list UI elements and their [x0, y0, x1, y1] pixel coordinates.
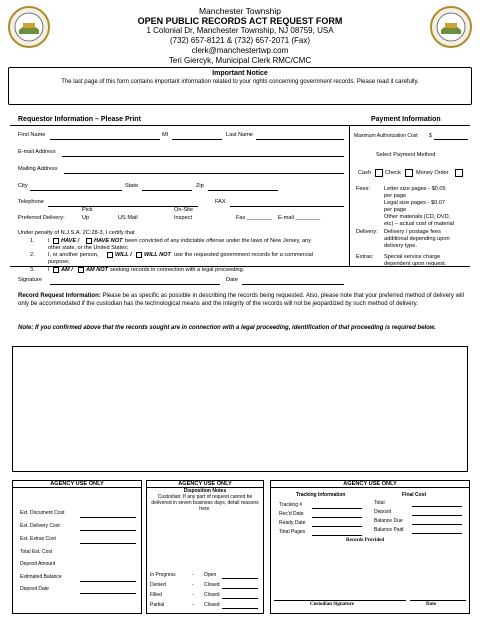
- money-order-checkbox[interactable]: [455, 169, 463, 177]
- status-dash: -: [192, 592, 194, 598]
- status-filled[interactable]: Filled: [150, 592, 162, 598]
- money-order-label: Money Order: [416, 170, 449, 176]
- date-label: Date: [226, 277, 238, 283]
- email-option[interactable]: E-mail ________: [278, 215, 321, 221]
- custodian-signature-label: Custodian Signature: [310, 602, 354, 607]
- max-auth-label: Maximum Authorization Cost: [354, 133, 418, 139]
- balance-due-label: Balance Due: [374, 518, 403, 524]
- status-dash: -: [192, 582, 194, 588]
- payment-heading: Payment Information: [371, 116, 441, 123]
- deposit-date-field[interactable]: [80, 593, 136, 594]
- us-mail-option[interactable]: US Mail: [118, 215, 138, 221]
- total-field[interactable]: [412, 506, 462, 507]
- status-dash: -: [192, 602, 194, 608]
- est-delivery-cost-field[interactable]: [80, 530, 136, 531]
- state-label: State: [125, 183, 139, 189]
- tracking-number-label: Tracking #: [279, 502, 303, 508]
- last-name-label: Last Name: [226, 132, 254, 138]
- record-request-info: [18, 292, 464, 308]
- clerk-name: Teri Giercyk, Municipal Clerk RMC/CMC: [168, 56, 312, 65]
- status-closed[interactable]: Closed: [204, 582, 220, 588]
- seal-icon: [430, 6, 472, 48]
- status-open[interactable]: Open: [204, 572, 217, 578]
- form-title: OPEN PUBLIC RECORDS ACT REQUEST FORM: [137, 16, 343, 26]
- final-cost-title: Final Cost: [402, 492, 427, 498]
- will-not-checkbox[interactable]: [136, 252, 142, 258]
- fees-label: Fees:: [356, 186, 370, 192]
- pick-label: Pick: [82, 207, 93, 213]
- on-site-label: On-Site: [174, 207, 193, 213]
- preferred-delivery-label: Preferred Delivery:: [18, 215, 65, 221]
- dollar-sign: $: [429, 133, 432, 139]
- custodian-signature-field[interactable]: [274, 600, 406, 601]
- record-request-lead: Record Request Information:: [18, 293, 101, 299]
- balance-due-field[interactable]: [412, 524, 462, 525]
- cert1-text: been convicted of any indictable offense under the laws of New Jersey, any: [125, 238, 312, 244]
- notice-text: The last page of this form contains important information related to your rights concerning government records. Please read it carefully.: [61, 79, 419, 85]
- balance-paid-field[interactable]: [412, 533, 462, 534]
- tracking-number-field[interactable]: [312, 508, 362, 509]
- section-divider: [10, 125, 470, 126]
- penalty-text: Under penalty of N.J.S.A. 2C:28-3, I certify that: [18, 230, 135, 236]
- am-label: AM /: [61, 267, 73, 273]
- delivery-1: Delivery / postage fees: [384, 229, 441, 235]
- tracking-title: Tracking Information: [296, 492, 346, 498]
- delivery-3: delivery type.: [384, 243, 417, 249]
- agency-heading-2: AGENCY USE ONLY: [147, 481, 263, 488]
- township-seal-right: [430, 6, 472, 48]
- city-field[interactable]: [30, 190, 122, 191]
- cert2-num: 2.: [30, 252, 35, 258]
- township-name: Manchester Township: [198, 6, 282, 16]
- status-dash: -: [192, 572, 194, 578]
- ready-date-field[interactable]: [312, 526, 362, 527]
- cert3-text: seeking records in connection with a legal proceeding.: [110, 267, 245, 273]
- cert2-text: use the requested government records for a commercial: [174, 252, 313, 258]
- telephone-label: Telephone: [18, 199, 44, 205]
- am-checkbox[interactable]: [53, 267, 59, 273]
- inspect-option[interactable]: Inspect: [174, 215, 193, 221]
- cert1-text-2: other state, or the United States;: [48, 245, 129, 251]
- extras-2: dependent upon request.: [384, 261, 447, 267]
- fax-label: FAX: [215, 199, 226, 205]
- extras-1: Special service charge: [384, 254, 441, 260]
- status-closed-field[interactable]: [222, 608, 258, 609]
- township-seal-left: [8, 6, 50, 48]
- fee-legal: Legal size pages - $0.07: [384, 200, 445, 206]
- records-request-textarea[interactable]: [12, 346, 468, 472]
- total-pages-label: Total Pages: [279, 529, 306, 535]
- delivery-2: additional depending upon: [384, 236, 450, 242]
- seal-icon: [8, 6, 50, 48]
- important-notice: [8, 67, 472, 105]
- status-closed[interactable]: Closed: [204, 592, 220, 598]
- delivery-label: Delivery:: [356, 229, 378, 235]
- deposit-field[interactable]: [412, 515, 462, 516]
- estimated-balance-label: Estimated Balance: [20, 574, 62, 580]
- first-name-label: First Name: [18, 132, 46, 138]
- deposit-amount-label: Deposit Amount: [20, 561, 56, 567]
- cert1-i: I: [48, 238, 50, 244]
- mi-label: MI: [162, 132, 169, 138]
- agency-heading-1: AGENCY USE ONLY: [13, 481, 141, 488]
- fee-other: Other materials (CD, DVD,: [384, 214, 451, 220]
- fax-field[interactable]: [230, 206, 344, 207]
- cash-label: Cash: [358, 170, 372, 176]
- mailing-field[interactable]: [64, 173, 344, 174]
- deposit-date-label: Deposit Date: [20, 586, 49, 592]
- check-checkbox[interactable]: [405, 169, 413, 177]
- have-checkbox[interactable]: [53, 238, 59, 244]
- cert3-num: 3.: [30, 267, 35, 273]
- email-label: E-mail Address: [18, 149, 56, 155]
- am-not-checkbox[interactable]: [78, 267, 84, 273]
- state-field[interactable]: [142, 190, 192, 191]
- est-document-cost-field[interactable]: [80, 517, 136, 518]
- status-in-progress[interactable]: In Progress: [150, 572, 176, 578]
- signature-field[interactable]: [50, 284, 220, 285]
- status-partial[interactable]: Partial: [150, 602, 165, 608]
- signature-label: Signature: [18, 277, 42, 283]
- have-not-label: HAVE NOT: [94, 238, 123, 244]
- balance-paid-label: Balance Paid: [374, 527, 404, 533]
- status-open-field[interactable]: [222, 578, 258, 579]
- note-text: If you confirmed above that the records sought are in connection with a legal proceeding, identification of that proceeding is required below.: [35, 325, 436, 331]
- records-provided-area[interactable]: [274, 546, 466, 598]
- estimated-balance-field[interactable]: [80, 581, 136, 582]
- address: 1 Colonial Dr, Manchester Township, NJ 08759, USA: [146, 26, 334, 35]
- est-document-cost-label: Est. Document Cost: [20, 510, 65, 516]
- last-name-field[interactable]: [256, 139, 344, 140]
- mi-field[interactable]: [172, 139, 222, 140]
- extras-label: Extras:: [356, 254, 374, 260]
- status-closed[interactable]: Closed: [204, 602, 220, 608]
- status-closed-field[interactable]: [222, 588, 258, 589]
- fee-other-b: etc) – actual cost of material: [384, 221, 454, 227]
- status-closed-field[interactable]: [222, 598, 258, 599]
- custodian-date-field[interactable]: [410, 600, 466, 601]
- record-request-text: Please be as specific as possible in describing the records being requested. Also, please note that your preferred method of delivery will only be accommodated if the custodian has the technological means and the integrity of the records will not be jeopardized by such method of delivery.: [18, 293, 464, 307]
- column-divider: [349, 125, 350, 266]
- select-payment-label: Select Payment Method: [376, 152, 436, 158]
- disposition-title: Disposition Notes: [183, 488, 227, 494]
- agency-heading-3: AGENCY USE ONLY: [271, 481, 469, 488]
- deposit-label: Deposit: [374, 509, 391, 515]
- will-label: WILL /: [115, 252, 132, 258]
- have-not-checkbox[interactable]: [86, 238, 92, 244]
- custodian-date-label: Date: [426, 602, 436, 607]
- cash-checkbox[interactable]: [375, 169, 383, 177]
- records-provided-label: Records Provided: [346, 538, 385, 543]
- ready-date-label: Ready Date: [279, 520, 306, 526]
- est-extras-cost-field[interactable]: [80, 543, 136, 544]
- total-label: Total: [374, 500, 385, 506]
- fee-legal-b: per page: [384, 207, 407, 213]
- total-est-cost-label: Total Est. Cost: [20, 549, 53, 555]
- total-pages-field[interactable]: [312, 535, 362, 536]
- status-denied[interactable]: Denied: [150, 582, 166, 588]
- check-label: Check: [385, 170, 401, 176]
- note: [18, 324, 464, 332]
- zip-label: Zip: [196, 183, 204, 189]
- have-label: HAVE /: [61, 238, 80, 244]
- est-extras-cost-label: Est. Extras Cost: [20, 536, 56, 542]
- cert1-num: 1.: [30, 238, 35, 244]
- mailing-label: Mailing Address: [18, 166, 58, 172]
- zip-field[interactable]: [208, 190, 278, 191]
- phones: (732) 657-8121 & (732) 657-2071 (Fax): [169, 36, 311, 45]
- will-not-label: WILL NOT: [144, 252, 171, 258]
- fee-letter-b: per page: [384, 193, 407, 199]
- will-checkbox[interactable]: [107, 252, 113, 258]
- disposition-text: Custodian: If any part of request cannot be delivered in seven business days, detail reasons here.: [151, 494, 259, 512]
- email-link[interactable]: clerk@manchestertwp.com: [191, 46, 289, 55]
- note-lead: Note:: [18, 325, 34, 331]
- recd-date-label: Rec'd Date: [279, 511, 304, 517]
- cert3-i: I: [48, 267, 50, 273]
- fee-letter: Letter size pages - $0.05: [384, 186, 446, 192]
- date-field[interactable]: [242, 284, 344, 285]
- email-field[interactable]: [62, 156, 344, 157]
- requestor-heading: Requestor Information – Please Print: [18, 116, 141, 123]
- am-not-label: AM NOT: [86, 267, 109, 273]
- cert2-text-a: I, or another person,: [48, 252, 99, 258]
- fax-option[interactable]: Fax ________: [236, 215, 272, 221]
- max-auth-field[interactable]: [434, 139, 468, 140]
- recd-date-field[interactable]: [312, 517, 362, 518]
- city-label: City: [18, 183, 28, 189]
- notice-heading: Important Notice: [212, 70, 268, 77]
- est-delivery-cost-label: Est. Delivery Cost: [20, 523, 60, 529]
- first-name-field[interactable]: [50, 139, 160, 140]
- cert2-text-2: purpose;: [48, 259, 70, 265]
- pick-up-option[interactable]: Up: [82, 215, 90, 221]
